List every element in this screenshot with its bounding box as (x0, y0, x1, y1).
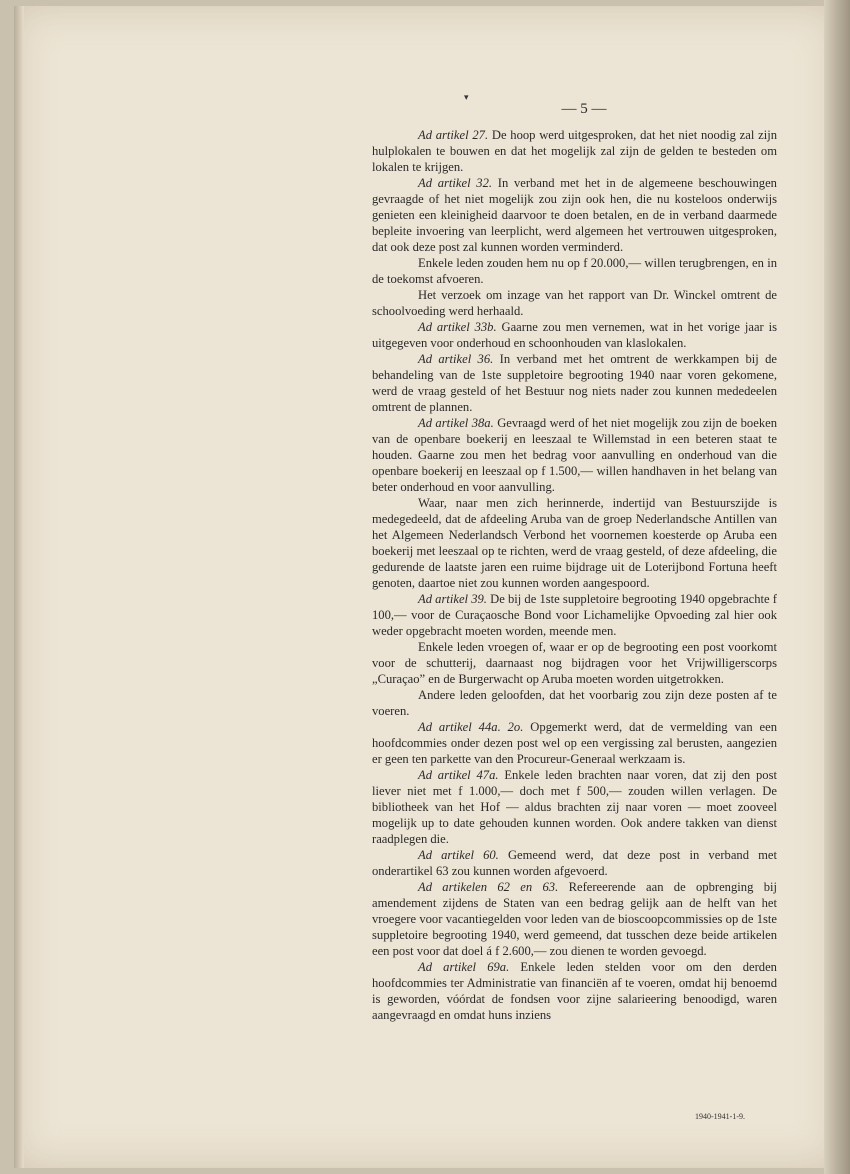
paragraph: Andere leden geloofden, dat het voorbarig zou zijn deze posten af te voeren. (372, 688, 777, 718)
paragraph: Het verzoek om inzage van het rapport van Dr. Winckel omtrent de schoolvoeding werd herhaald. (372, 288, 777, 318)
paragraph: Ad artikel 44a. 2o. Opgemerkt werd, dat de vermelding van een hoofdcommies onder dezen post wel op een vergissing zal berusten, aangezien er geen ten parkette van den Procureur-Generaal werkzaam is. (372, 720, 778, 766)
paper-edge-right (824, 0, 850, 1174)
paragraph: Enkele leden vroegen of, waar er op de begrooting een post voorkomt voor de schutterij, daarnaast nog bijdragen voor het Vrijwilligerscorps „Curaçao” en de Burgerwacht op Aruba moeten worden uitgetrokken. (372, 640, 777, 686)
paper-edge-left (14, 6, 24, 1168)
paragraph: Ad artikel 39. De bij de 1ste suppletoire begrooting 1940 opgebrachte f 100,— voor de Curaçaosche Bond voor Lichamelijke Opvoeding zal hier ook weder opgebracht moeten worden, meende men. (372, 592, 778, 638)
paragraph: Ad artikel 47a. Enkele leden brachten naar voren, dat zij den post liever niet met f 1.000,— doch met f 500,— zouden willen verlagen. De bibliotheek van het Hof — aldus brachten zij naar voren — moet zooveel mogelijk up to date gehouden kunnen worden. Ook andere takken van dienst raadplegen die. (372, 768, 777, 846)
paragraph: Ad artikel 32. In verband met het in de algemeene beschouwingen gevraagde of het niet mogelijk zou zijn ook hen, die nu kosteloos onderwijs genieten een kleinigheid daarvoor te doen betalen, en de in verband daarmede bepleite invoering van leerplicht, werd algemeen het vertrouwen uitgesproken, dat ook deze post zal kunnen worden verminderd. (372, 176, 777, 254)
paragraph: Ad artikel 33b. Gaarne zou men vernemen, wat in het vorige jaar is uitgegeven voor onderhoud en schoonhouden van klaslokalen. (372, 320, 778, 350)
body-text (372, 127, 777, 1023)
paragraph: Ad artikel 27. De hoop werd uitgesproken, dat het niet noodig zal zijn hulplokalen te bouwen en dat het mogelijk zal zijn de gelden te besteden om lokalen te krijgen. (372, 128, 777, 174)
footer-reference: 1940-1941-1-9. (695, 1112, 745, 1121)
page-number: — 5 — (561, 101, 607, 117)
paragraph: Ad artikel 60. Gemeend werd, dat deze post in verband met onderartikel 63 zou kunnen worden afgevoerd. (372, 848, 777, 878)
top-mark: ▾ (464, 92, 469, 102)
paragraph: Ad artikel 69a. Enkele leden stelden voor om den derden hoofdcommies ter Administratie van financiën af te voeren, omdat hij benoemd is geworden, vóórdat de fondsen voor zijne salarieering benoodigd, waren aangevraagd en omdat huns inziens (372, 960, 777, 1022)
paragraph: Ad artikelen 62 en 63. Refereerende aan de opbrenging bij amendement zijdens de Staten van een bedrag gelijk aan de helft van het vroegere voor vacantiegelden voor leden van de bioscoopcommissies op de 1ste suppletoire begrooting 1940, werd gemeend, dat tusschen deze beide artikelen een post voor dat doel á f 2.600,— zou dienen te worden gevoegd. (372, 880, 777, 958)
paragraph: Ad artikel 36. In verband met het omtrent de werkkampen bij de behandeling van de 1ste suppletoire begrooting 1940 naar voren gekomene, werd de vraag gesteld of het Bestuur nog niets nader zou kunnen mededeelen omtrent de plannen. (372, 352, 777, 414)
paragraph: Waar, naar men zich herinnerde, indertijd van Bestuurszijde is medegedeeld, dat de afdeeling Aruba van de groep Nederlandsche Antillen van het Algemeen Nederlandsch Verbond het voornemen koesterde op Aruba een boekerij met leeszaal op te richten, werd de vraag gesteld, of deze afdeeling, die gedurende de laatste jaren een ruime bijdrage uit de Loterijbond Fortuna heeft genoten, daartoe niet zou kunnen worden aangespoord. (372, 496, 777, 590)
paragraph: Enkele leden zouden hem nu op f 20.000,— willen terugbrengen, en in de toekomst afvoeren. (372, 256, 777, 286)
paragraph: Ad artikel 38a. Gevraagd werd of het niet mogelijk zou zijn de boeken van de openbare boekerij en leeszaal te Willemstad in een beteren staat te houden. Gaarne zou men het bedrag voor aanvulling en onderhoud van die openbare boekerij en leeszaal op f 1.500,— willen handhaven in het belang van beter onderhoud en voor aanvulling. (372, 416, 778, 494)
